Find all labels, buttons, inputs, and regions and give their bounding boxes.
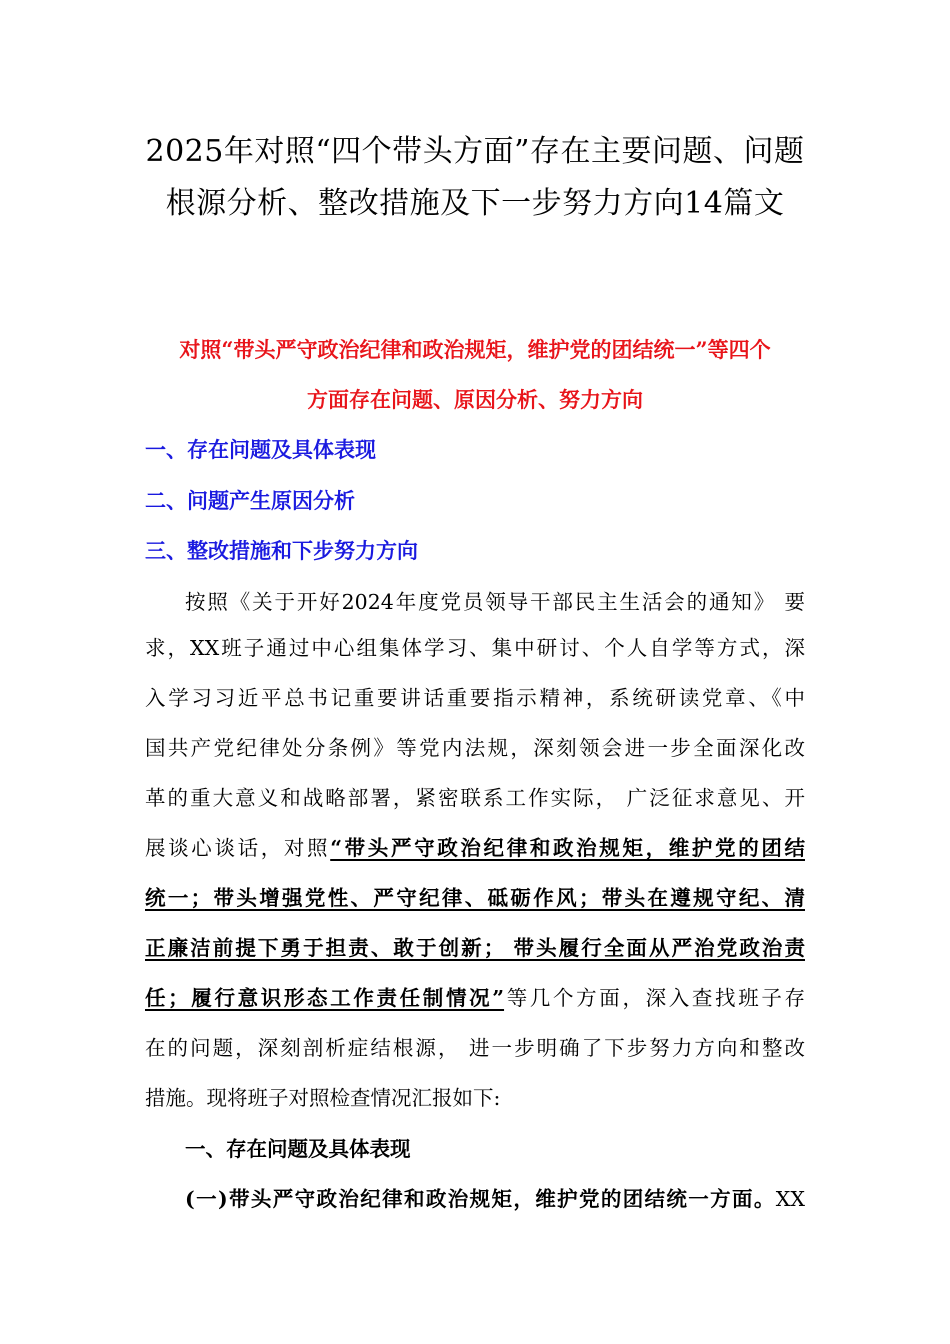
paragraph-line-3: 入学习习近平总书记重要讲话重要指示精神，系统研读党章、《中 bbox=[145, 686, 805, 710]
paragraph-line-2: 求，XX班子通过中心组集体学习、集中研讨、个人自学等方式，深 bbox=[145, 636, 805, 660]
paragraph-line-10: 在的问题，深刻剖析症结根源， 进一步明确了下步努力方向和整改 bbox=[145, 1036, 805, 1060]
paragraph-line-1: 按照《关于开好2024年度党员领导干部民主生活会的通知》 要 bbox=[185, 590, 805, 614]
paragraph-line-6-plain: 展谈心谈话，对照 bbox=[145, 836, 331, 860]
outline-item-3: 三、整改措施和下步努力方向 bbox=[145, 538, 418, 563]
subsection-heading-tail: XX bbox=[775, 1187, 805, 1211]
emphasis-text: “带头严守政治纪律和政治规矩，维护党的团结 bbox=[330, 836, 805, 860]
article-heading-line-2: 方面存在问题、原因分析、努力方向 bbox=[307, 387, 643, 412]
emphasis-text: 任；履行意识形态工作责任制情况” bbox=[145, 986, 505, 1010]
document-title-line-1: 2025年对照“四个带头方面”存在主要问题、问题 bbox=[145, 134, 805, 169]
paragraph-line-9-plain: 等几个方面，深入查找班子存 bbox=[504, 986, 805, 1010]
outline-item-2: 二、问题产生原因分析 bbox=[145, 488, 355, 513]
emphasis-text: 正廉洁前提下勇于担责、敢于创新； 带头履行全面从严治党政治责 bbox=[145, 936, 805, 960]
paragraph-line-5: 革的重大意义和战略部署，紧密联系工作实际， 广泛征求意见、开 bbox=[145, 786, 805, 810]
subsection-heading bbox=[185, 1182, 805, 1212]
article-heading-line-1: 对照“带头严守政治纪律和政治规矩，维护党的团结统一”等四个 bbox=[179, 337, 771, 362]
paragraph-line-4: 国共产党纪律处分条例》等党内法规，深刻领会进一步全面深化改 bbox=[145, 736, 805, 760]
emphasis-text: 统一；带头增强党性、严守纪律、砥砺作风；带头在遵规守纪、清 bbox=[145, 886, 805, 910]
paragraph-line-9 bbox=[145, 983, 805, 1013]
outline-item-1: 一、存在问题及具体表现 bbox=[145, 437, 376, 462]
paragraph-line-6 bbox=[145, 833, 805, 863]
paragraph-line-7 bbox=[145, 883, 805, 913]
paragraph-line-8 bbox=[145, 933, 805, 963]
section-heading: 一、存在问题及具体表现 bbox=[185, 1137, 411, 1161]
paragraph-line-11: 措施。现将班子对照检查情况汇报如下: bbox=[145, 1086, 501, 1110]
subsection-heading-bold: (一)带头严守政治纪律和政治规矩，维护党的团结统一方面。 bbox=[185, 1187, 776, 1211]
document-title-line-2: 根源分析、整改措施及下一步努力方向14篇文 bbox=[165, 186, 785, 221]
